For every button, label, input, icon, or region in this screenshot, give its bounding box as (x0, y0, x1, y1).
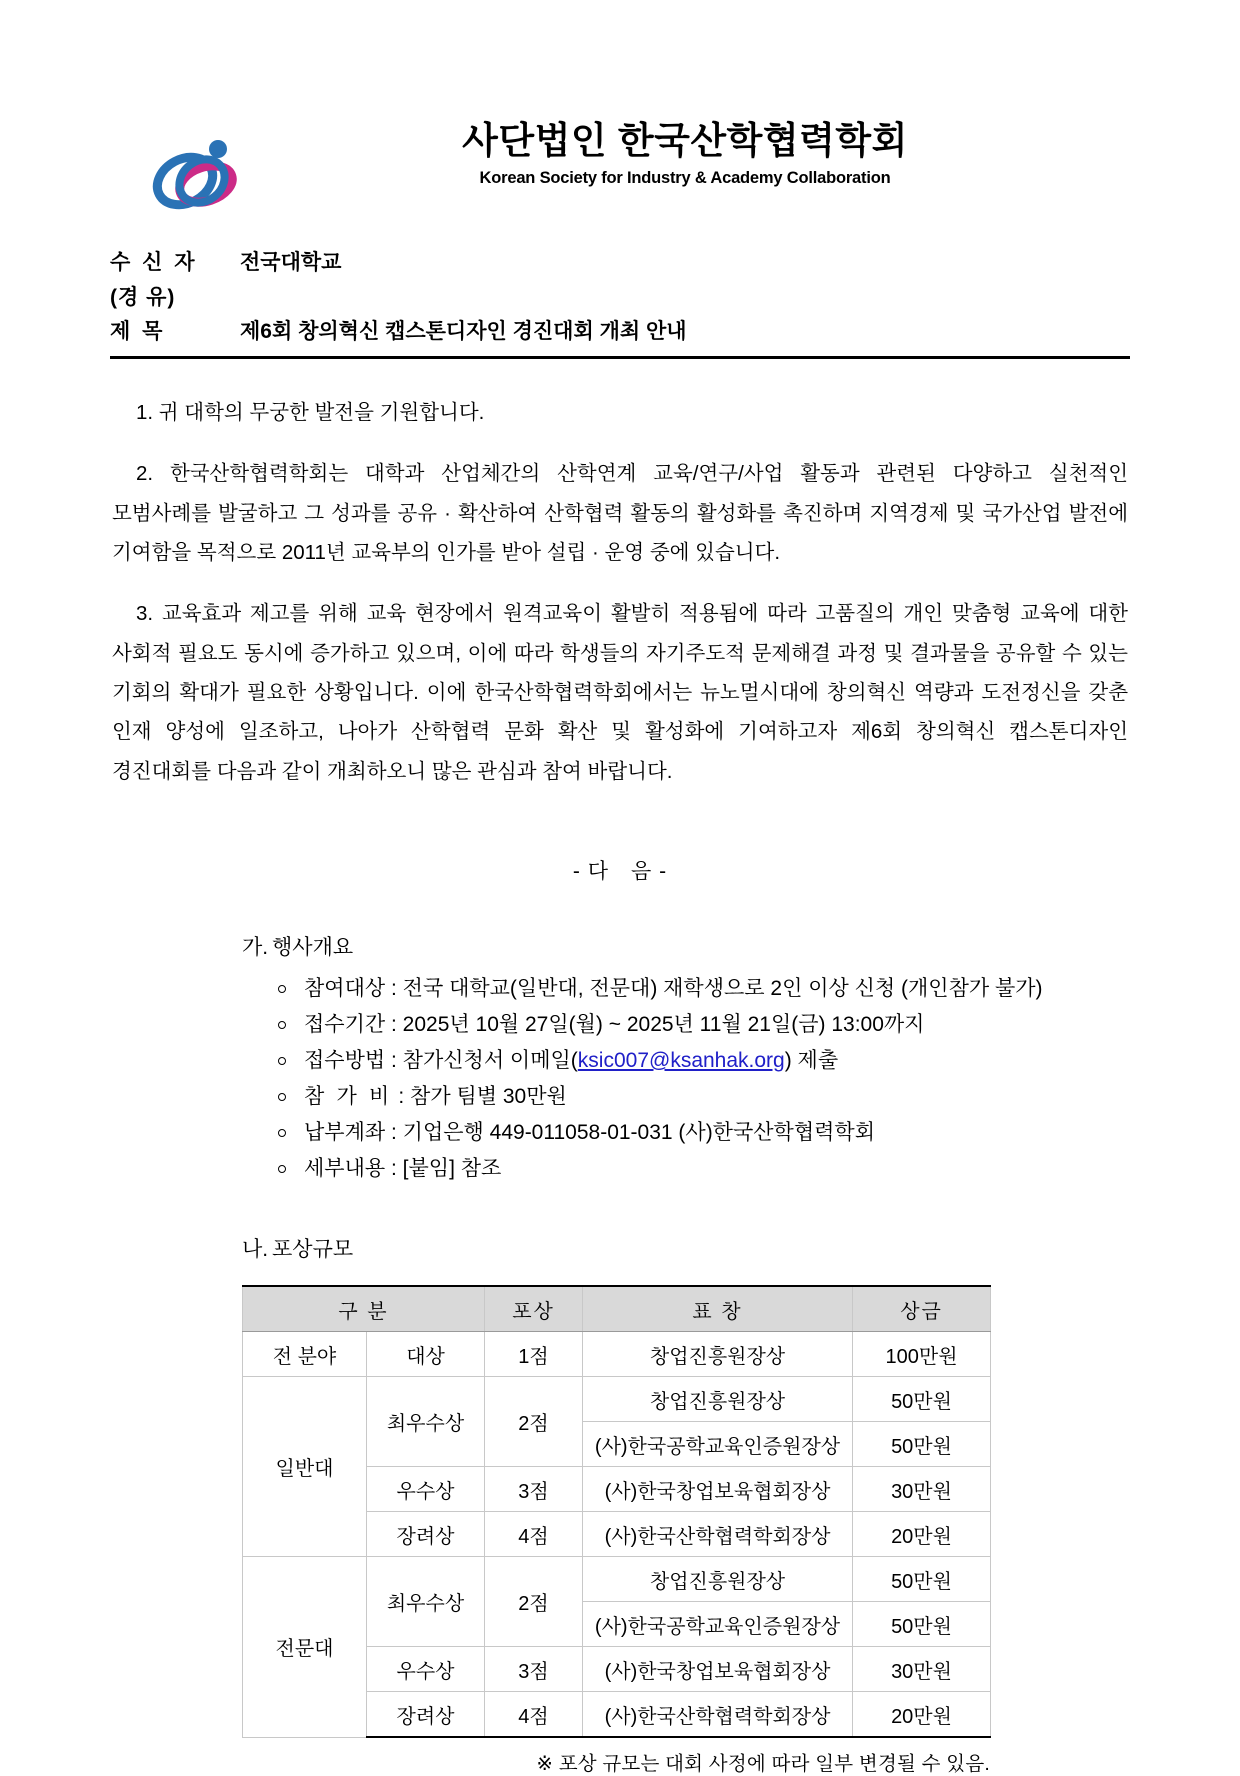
list-item (274, 1007, 1128, 1043)
cell-division: 전문대 (243, 1557, 367, 1738)
subject-value: 제6회 창의혁신 캡스톤디자인 경진대회 개최 안내 (240, 320, 687, 344)
recipient-value: 전국대학교 (240, 251, 342, 274)
cell-citation: 창업진흥원장상 (583, 1377, 853, 1422)
society-logo-icon (140, 124, 250, 216)
item-value: 참가 팀별 30만원 (410, 1085, 567, 1109)
document-meta (0, 246, 1240, 350)
item-sep: : (385, 1048, 403, 1072)
cell-prize: 30만원 (853, 1467, 991, 1512)
item-label: 납부계좌 (304, 1121, 386, 1145)
list-item (274, 1079, 1128, 1115)
danum-heading (112, 855, 1128, 885)
cell-count: 2점 (485, 1557, 583, 1647)
item-label: 세부내용 (304, 1157, 386, 1181)
item-sep: : (385, 976, 403, 1000)
item-sep: : (385, 1157, 403, 1181)
column-header-division: 구 분 (243, 1286, 485, 1332)
item-value-prefix: 참가신청서 이메일( (402, 1048, 578, 1072)
award-table-note: ※ 포상 규모는 대회 사정에 따라 일부 변경될 수 있음. (536, 1753, 990, 1775)
cell-citation: (사)한국공학교육인증원장상 (583, 1422, 853, 1467)
via-row (110, 281, 1130, 316)
column-header-prize: 상금 (853, 1286, 991, 1332)
recipient-row (110, 246, 1130, 281)
cell-count: 4점 (485, 1692, 583, 1738)
table-row (243, 1557, 991, 1602)
subject-row (110, 315, 1130, 350)
org-title-block (110, 118, 1130, 188)
cell-citation: (사)한국산학협력학회장상 (583, 1512, 853, 1557)
paragraph-1-text: 1. 귀 대학의 무궁한 발전을 기원합니다. (136, 400, 485, 424)
table-row (243, 1332, 991, 1377)
list-item (274, 1115, 1128, 1151)
cell-award: 최우수상 (367, 1377, 485, 1467)
section-event-overview (112, 931, 1128, 1187)
org-name-english: Korean Society for Industry & Academy Collaboration (479, 169, 891, 188)
section-a-title (242, 931, 1128, 965)
item-label: 참 가 비 (304, 1085, 393, 1109)
recipient-label: 수 신 자 (110, 251, 198, 274)
cell-award: 우수상 (367, 1647, 485, 1692)
cell-prize: 20만원 (853, 1512, 991, 1557)
event-overview-list (242, 971, 1128, 1188)
item-value: 2025년 10월 27일(월) ~ 2025년 11월 21일(금) 13:00까지 (402, 1012, 925, 1036)
cell-division: 일반대 (243, 1377, 367, 1557)
table-row (243, 1377, 991, 1422)
section-a-heading: 행사개요 (272, 936, 354, 960)
list-item (274, 1043, 1128, 1079)
cell-count: 3점 (485, 1647, 583, 1692)
letterhead (0, 118, 1240, 236)
cell-citation: (사)한국공학교육인증원장상 (583, 1602, 853, 1647)
cell-award: 장려상 (367, 1512, 485, 1557)
paragraph-3-text: 3. 교육효과 제고를 위해 교육 현장에서 원격교육이 활발히 적용됨에 따라 고품질의 개인 맞춤형 교육에 대한 사회적 필요도 동시에 증가하고 있으며, 이에 따라 학생들의 자기주도적 문제해결 과정 및 결과물을 공유할 수 있는 기회의 확대가 필요한 상황입니다. 이에 한국산학협력학회에서는 뉴노멀시대에 창의혁신 역량과 도전정신을 갖춘 인재 양성에 일조하고, 나아가 산학협력 문화 확산 및 활성화에 기여하고자 제6회 창의혁신 캡스톤디자인 경진대회를 다음과 같이 개최하오니 많은 관심과 참여 바랍니다. (112, 602, 1128, 783)
paragraph-2 (112, 454, 1128, 572)
cell-prize: 50만원 (853, 1377, 991, 1422)
cell-count: 2점 (485, 1377, 583, 1467)
cell-citation: 창업진흥원장상 (583, 1332, 853, 1377)
via-label: (경 유) (110, 285, 176, 309)
cell-count: 1점 (485, 1332, 583, 1377)
cell-prize: 50만원 (853, 1422, 991, 1467)
danum-left: - 다 (572, 860, 609, 884)
item-value-suffix: ) 제출 (784, 1048, 839, 1072)
cell-citation: 창업진흥원장상 (583, 1557, 853, 1602)
list-item (274, 971, 1128, 1007)
cell-prize: 100만원 (853, 1332, 991, 1377)
cell-citation: (사)한국창업보육협회장상 (583, 1647, 853, 1692)
item-value: 전국 대학교(일반대, 전문대) 재학생으로 2인 이상 신청 (개인참가 불가) (402, 976, 1043, 1000)
cell-prize: 30만원 (853, 1647, 991, 1692)
cell-count: 4점 (485, 1512, 583, 1557)
item-sep: : (385, 1121, 403, 1145)
item-value: [붙임] 참조 (402, 1157, 502, 1181)
award-table-body (243, 1332, 991, 1738)
column-header-count: 포상 (485, 1286, 583, 1332)
document-body (0, 393, 1240, 1776)
section-a-marker: 가. (242, 936, 269, 960)
item-label: 참여대상 (304, 976, 386, 1000)
award-table-wrap (242, 1285, 1128, 1776)
cell-prize: 50만원 (853, 1557, 991, 1602)
section-award-scale (112, 1233, 1128, 1776)
cell-citation: (사)한국산학협력학회장상 (583, 1692, 853, 1738)
table-header-row (243, 1286, 991, 1332)
cell-award: 장려상 (367, 1692, 485, 1738)
column-header-citation: 표 창 (583, 1286, 853, 1332)
section-b-title (242, 1233, 1128, 1267)
cell-citation: (사)한국창업보육협회장상 (583, 1467, 853, 1512)
cell-count: 3점 (485, 1467, 583, 1512)
cell-award: 대상 (367, 1332, 485, 1377)
item-label: 접수방법 (304, 1048, 386, 1072)
email-link[interactable]: ksic007@ksanhak.org (577, 1048, 785, 1072)
item-value: 기업은행 449-011058-01-031 (사)한국산학협력학회 (402, 1121, 875, 1145)
org-name-korean: 사단법인 한국산학협력학회 (462, 120, 908, 161)
cell-prize: 50만원 (853, 1602, 991, 1647)
item-sep: : (392, 1085, 411, 1109)
paragraph-1 (112, 393, 1128, 432)
item-label: 접수기간 (304, 1012, 386, 1036)
list-item (274, 1151, 1128, 1187)
item-sep: : (385, 1012, 403, 1036)
award-table-head (243, 1286, 991, 1332)
header-divider (110, 356, 1130, 359)
cell-prize: 20만원 (853, 1692, 991, 1738)
danum-right: 음 - (631, 860, 668, 884)
cell-award: 우수상 (367, 1467, 485, 1512)
paragraph-2-text: 2. 한국산학협력학회는 대학과 산업체간의 산학연계 교육/연구/사업 활동과 관련된 다양하고 실천적인 모범사례를 발굴하고 그 성과를 공유 · 확산하여 산학협력 활동의 활성화를 촉진하며 지역경제 및 국가산업 발전에 기여함을 목적으로 2011년 교육부의 인가를 받아 설립 · 운영 중에 있습니다. (112, 462, 1128, 564)
cell-division: 전 분야 (243, 1332, 367, 1377)
cell-award: 최우수상 (367, 1557, 485, 1647)
paragraph-3 (112, 594, 1128, 791)
section-b-marker: 나. (242, 1238, 269, 1262)
section-b-heading: 포상규모 (272, 1238, 354, 1262)
award-table (242, 1285, 991, 1738)
subject-label: 제 목 (110, 320, 166, 344)
